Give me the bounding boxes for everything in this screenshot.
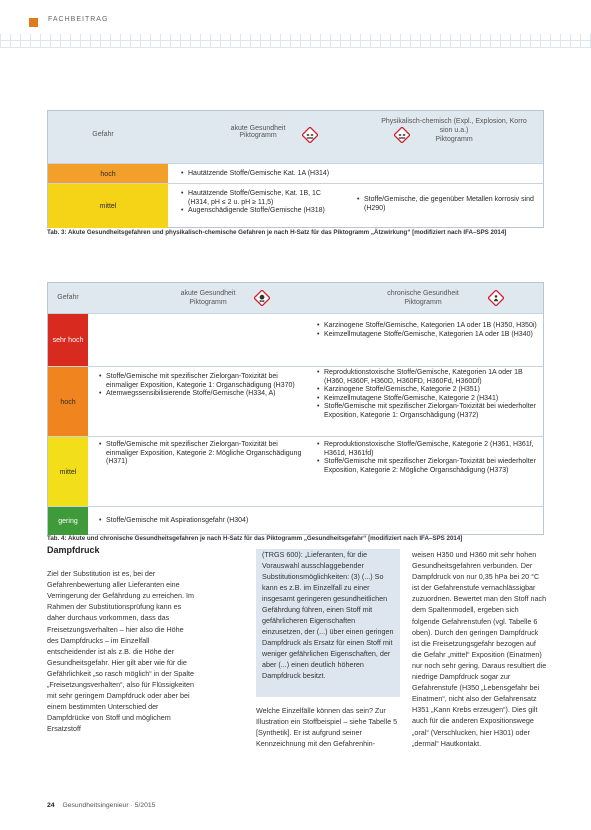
list-item: • Hautätzende Stoffe/Gemische, Kat. 1B, 1C (H314, pH ≤ 2 u. pH ≥ 11,5) • Augenschädigende Stoffe/Gemische (H318) xyxy=(180,190,330,216)
col-chron: chronische Gesundheit Piktogramm xyxy=(387,290,459,306)
table-row xyxy=(48,313,543,367)
article-column-1 xyxy=(47,545,197,735)
page-header xyxy=(0,0,591,52)
skull-pictogram-icon xyxy=(254,290,270,306)
section-label: FACHBEITRAG xyxy=(48,16,109,23)
table-row xyxy=(48,506,543,535)
list-item: • Stoffe/Gemische mit spezifischer Zielorgan-Toxizität bei einmaliger Exposition, Kategorie 2: Mögliche Organschädigung (H371) xyxy=(98,441,303,467)
col-akute: akute Gesundheit Piktogramm xyxy=(230,125,286,139)
page-number: 24 xyxy=(47,802,55,809)
paragraph: weisen H350 und H360 mit sehr hohen Gesundheitsgefahren verbunden. Der Dampfdruck von nur 0,35 hPa bei 20 °C ist der Gefahrenstufe vernachlässigbar zuzuordnen. Bewertet man den Stoff nach dem Spaltenmodell, ergeben sich folgende Gefahrenstufen (vgl. Tabelle 6 oben). Durch den geringen Dampfdruck ist die Freisetzungsgefahr bezogen auf die Gefahr „mittel“ Exposition (Einatmen) nur noch sehr gering. Daraus resultiert die niedrige Dampfdruck sogar zur Gefahrenstufe (H350 „Lebensgefahr bei Einatmen“, nicht also der Gefahrensatz H351 „Kann Krebs erzeugen“). Dies gilt auch für die anderen Expositionswege „oral“ (Verschlucken, hier H301) oder „dermal“ Hautkontakt. xyxy=(412,550,547,748)
level-cell: mittel xyxy=(48,437,88,507)
list-item: • Reproduktionstoxische Stoffe/Gemische, Kategorien 1A oder 1B (H360, H360F, H360D, H360FD, H360Fd, H360Df) • Karzinogene Stoffe/Gemische, Kategorie 2 (H351) • Keimzellmutagene Stoffe/Gemische, Kategorie 2 (H341) • Stoffe/Gemische mit spezifischer Zielorgan-Toxizität bei wiederholter Exposition, Kategorie 1: Organschädigung (H372) xyxy=(316,369,538,421)
health-hazard-pictogram-icon xyxy=(488,290,504,306)
col-gefahr: Gefahr xyxy=(57,294,79,301)
corrosion-pictogram-icon xyxy=(302,127,318,143)
table-4-caption: Tab. 4: Akute und chronische Gesundheitsgefahren je nach H-Satz für das Piktogramm „Gesundheitsgefahr“ [modifiziert nach IFA–SPS 2014] xyxy=(47,535,463,542)
col-physik: Physikalisch-chemisch (Expl., Explosion, Korro sion u.a.) Piktogramm xyxy=(381,118,527,143)
col-akute: akute Gesundheit Piktogramm xyxy=(180,290,236,306)
quote-box xyxy=(256,549,400,697)
list-item: • Stoffe/Gemische, die gegenüber Metallen korrosiv sind (H290) xyxy=(356,196,536,213)
corrosion-pictogram-icon xyxy=(394,127,410,143)
table-row xyxy=(48,436,543,507)
list-item: • Stoffe/Gemische mit Aspirationsgefahr (H304) xyxy=(98,517,303,526)
journal-name: Gesundheitsingenieur · 5/2015 xyxy=(62,802,156,809)
article-column-2 xyxy=(256,705,400,749)
table-3 xyxy=(47,110,544,228)
table-row xyxy=(48,163,543,184)
level-cell: hoch xyxy=(48,367,88,437)
level-cell: hoch xyxy=(48,164,168,184)
level-cell: gering xyxy=(48,507,88,535)
table-row xyxy=(48,366,543,437)
header-pattern xyxy=(0,34,591,48)
section-heading: Dampfdruck xyxy=(47,545,100,555)
list-item: • Stoffe/Gemische mit spezifischer Zielorgan-Toxizität bei einmaliger Exposition, Kategorie 1: Organschädigung (H370) • Atemwegssensibilisierende Stoffe/Gemische (H334, A) xyxy=(98,373,303,399)
table-3-caption: Tab. 3: Akute Gesundheitsgefahren und physikalisch-chemische Gefahren je nach H-Satz für das Piktogramm „Ätzwirkung“ [modifiziert nach IFA–SPS 2014] xyxy=(47,229,507,236)
list-item: • Hautätzende Stoffe/Gemische Kat. 1A (H314) xyxy=(180,170,370,179)
paragraph: Welche Einzelfälle können das sein? Zur Illustration ein Stoffbeispiel – siehe Tabelle 5 [Synthetik]. Er ist aufgrund seiner Kennzeichnung mit den Gefahrenhin- xyxy=(256,706,398,749)
list-item: • Karzinogene Stoffe/Gemische, Kategorien 1A oder 1B (H350, H350i) • Keimzellmutagene Stoffe/Gemische, Kategorien 1A oder 1B (H340) xyxy=(316,322,538,339)
list-item: • Reproduktionstoxische Stoffe/Gemische, Kategorie 2 (H361, H361f, H361d, H361fd) • Stoffe/Gemische mit spezifischer Zielorgan-Toxizität bei wiederholter Exposition, Kategorie 2: Mögliche Organschädigung (H373) xyxy=(316,441,538,475)
table-3-header xyxy=(48,111,543,164)
quote-text: (TRGS 600): „Lieferanten, für die Vorauswahl ausschlaggebender Substitutionsmöglichkeiten: (3) (...) So kann es z.B. im Einzelfall zu einer insgesamt geringeren gesundheitlichen Gefährdung führen, einen Stoff mit gefährlicheren Eigenschaften einzusetzen, der (...) über einen geringen Dampfdruck als Ersatz für einen Stoff mit weniger gefährlichen Eigenschaften, der aber (...) einen deutlich höheren Dampfdruck besitzt. xyxy=(262,550,394,680)
table-4-header xyxy=(48,283,543,314)
section-marker xyxy=(29,18,38,27)
article-column-3 xyxy=(412,549,547,749)
level-cell: mittel xyxy=(48,184,168,228)
table-4 xyxy=(47,282,544,535)
level-cell: sehr hoch xyxy=(48,314,88,367)
table-row xyxy=(48,183,543,228)
col-gefahr: Gefahr xyxy=(92,131,114,138)
paragraph: Ziel der Substitution ist es, bei der Gefahrenbewertung aller Lieferanten eine Verringerung der Gefährdung zu erreichen. Im Rahmen der Substitutionsprüfung kann es daher durchaus vorkommen, dass das Freisetzungsverhalten – hier also die Höhe des Dampfdrucks – im Einzelfall entscheidender ist als z.B. die Höhe der Gesundheitsgefahr. Hier gilt aber wie für die Gefährlichkeit „so rasch möglich“ in der Spalte „Freisetzungsverhalten“, also für Flüssigkeiten mit sehr geringem Dampfdruck oder aber bei einem bestimmten Unterschied der Dampfdrücke von Stoff und möglichem Ersatzstoff xyxy=(47,569,195,734)
page-footer xyxy=(47,802,155,809)
